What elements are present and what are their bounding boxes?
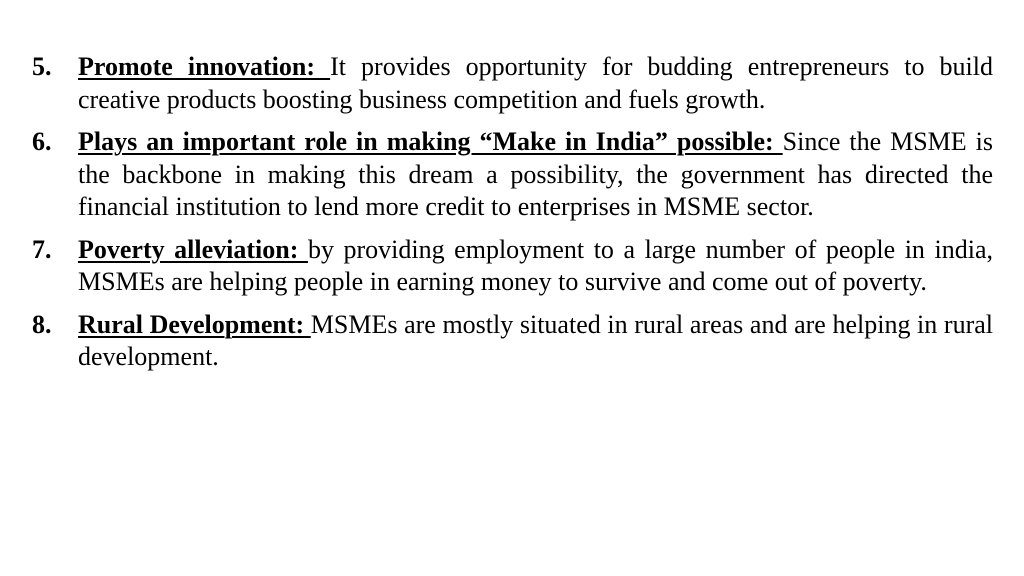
item-heading: Poverty alleviation:	[78, 234, 308, 264]
item-body: MSMEs are mostly situated in rural areas and are helping in rural development.	[78, 309, 993, 371]
item-text	[78, 126, 993, 224]
list-item-promote-innovation	[32, 51, 993, 116]
item-text	[78, 309, 993, 374]
item-body: Since the MSME is the backbone in making this dream a possibility, the government has directed the financial institution to lend more credit to enterprises in MSME sector.	[78, 127, 993, 221]
item-heading: Promote innovation:	[78, 52, 331, 81]
item-text	[78, 234, 993, 299]
item-text	[78, 51, 993, 116]
list-item-make-in-india	[32, 126, 993, 224]
item-number: 6.	[32, 127, 52, 156]
item-body: by providing employment to a large number of people in india, MSMEs are helping people in earning money to survive and come out of poverty.	[78, 234, 993, 296]
list-item-rural-development	[32, 309, 993, 374]
item-heading: Rural Development:	[78, 309, 311, 339]
item-heading: Plays an important role in making “Make in India” possible:	[78, 127, 783, 156]
slide-content	[32, 51, 993, 384]
item-number: 7.	[32, 234, 52, 264]
list-item-poverty-alleviation	[32, 234, 993, 299]
item-number: 8.	[32, 309, 52, 339]
item-body: It provides opportunity for budding entrepreneurs to build creative products boosting business competition and fuels growth.	[78, 52, 993, 114]
item-number: 5.	[32, 52, 52, 81]
